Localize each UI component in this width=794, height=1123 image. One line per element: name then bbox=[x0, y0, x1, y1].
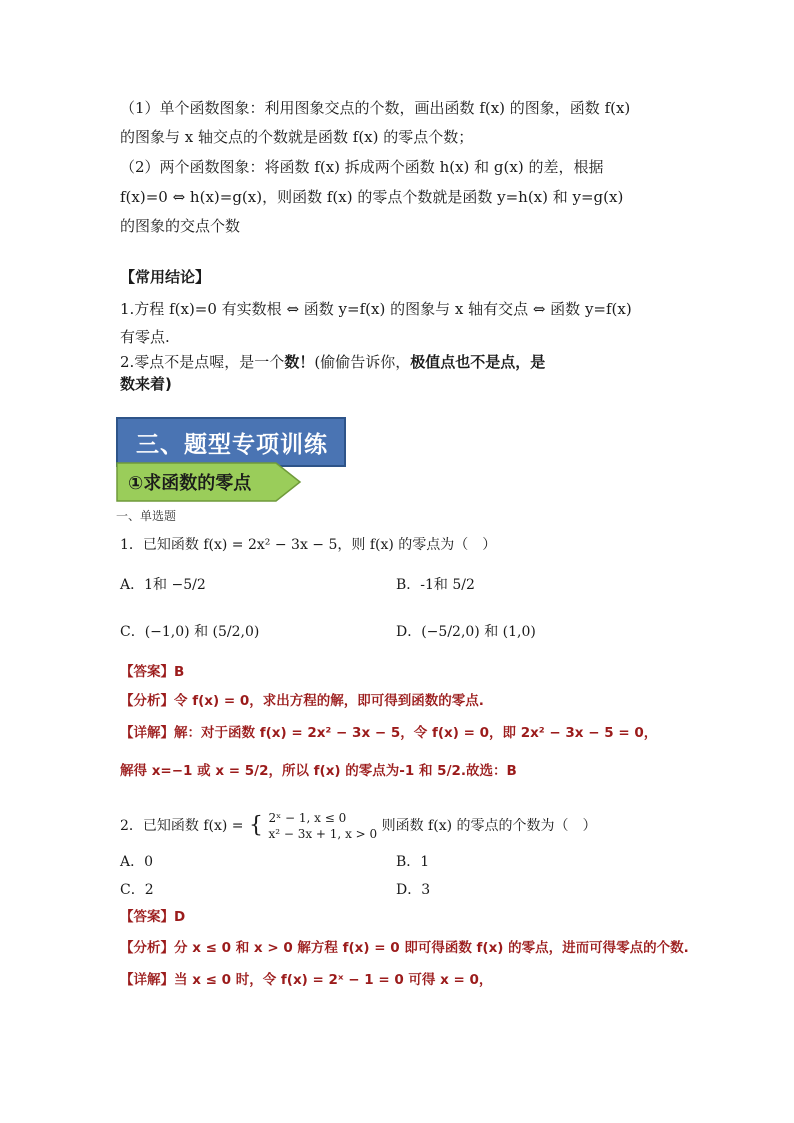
conclusion-line-1b: 有零点. bbox=[120, 328, 170, 346]
conclusion-2b: 数！ bbox=[284, 353, 315, 371]
q2-stem-a: 2．已知函数 f(x) = bbox=[120, 818, 244, 834]
conclusion-2d: 极值点也不是点，是 bbox=[410, 353, 546, 371]
q2-option-b: B．1 bbox=[396, 854, 430, 870]
intro-line-1: （1）单个函数图象：利用图象交点的个数，画出函数 f(x) 的图象，函数 f(x) bbox=[120, 99, 631, 117]
q2-detail: 【详解】当 x ≤ 0 时，令 f(x) = 2ˣ − 1 = 0 可得 x = 0， bbox=[120, 972, 493, 988]
q2-cases bbox=[268, 810, 377, 842]
conclusion-line-2e: 数来着) bbox=[120, 375, 172, 393]
q1-option-c: C．(−1,0) 和 (5/2,0) bbox=[120, 624, 260, 640]
q1-detail: 【详解】解：对于函数 f(x) = 2x² − 3x − 5，令 f(x) = 0，即 2x² − 3x − 5 = 0， bbox=[120, 725, 658, 741]
conclusion-line-1: 1.方程 f(x)=0 有实数根 ⇔ 函数 y=f(x) 的图象与 x 轴有交点 ⇔ 函数 y=f(x) bbox=[120, 300, 632, 318]
section-title: 三、题型专项训练 bbox=[136, 432, 328, 458]
intro-line-3: （2）两个函数图象：将函数 f(x) 拆成两个函数 h(x) 和 g(x) 的差，根据 bbox=[120, 158, 604, 176]
q1-answer: 【答案】B bbox=[120, 664, 185, 680]
q2-option-d: D．3 bbox=[396, 882, 431, 898]
conclusion-line-2 bbox=[120, 351, 545, 373]
q1-detail-2: 解得 x=−1 或 x = 5/2，所以 f(x) 的零点为-1 和 5/2.故选：B bbox=[120, 763, 517, 779]
intro-line-5: 的图象的交点个数 bbox=[120, 217, 241, 235]
conclusion-2a: 2.零点不是点喔，是一个 bbox=[120, 353, 285, 371]
q2-case-1: 2ˣ − 1, x ≤ 0 bbox=[268, 811, 347, 825]
conclusion-heading: 【常用结论】 bbox=[120, 268, 211, 286]
q2-stem-b: 则函数 f(x) 的零点的个数为（ ） bbox=[381, 818, 597, 834]
intro-line-4: f(x)=0 ⇔ h(x)=g(x)，则函数 f(x) 的零点个数就是函数 y=h(x) 和 y=g(x) bbox=[120, 188, 624, 206]
q2-option-c: C．2 bbox=[120, 882, 154, 898]
q1-option-a: A．1和 −5/2 bbox=[120, 577, 206, 593]
q2-analysis: 【分析】分 x ≤ 0 和 x > 0 解方程 f(x) = 0 即可得函数 f(x) 的零点，进而可得零点的个数. bbox=[120, 940, 689, 956]
subtopic-title: ①求函数的零点 bbox=[128, 473, 252, 494]
q1-option-b: B．-1和 5/2 bbox=[396, 577, 475, 593]
q2-option-a: A．0 bbox=[120, 854, 154, 870]
intro-line-2: 的图象与 x 轴交点的个数就是函数 f(x) 的零点个数； bbox=[120, 128, 474, 146]
q2-answer: 【答案】D bbox=[120, 909, 186, 925]
q2-stem bbox=[120, 810, 597, 842]
q1-analysis: 【分析】令 f(x) = 0，求出方程的解，即可得到函数的零点. bbox=[120, 693, 484, 709]
partial-heading: 一、单选题 bbox=[116, 509, 177, 523]
q2-case-2: x² − 3x + 1, x > 0 bbox=[268, 827, 378, 841]
q1-stem: 1．已知函数 f(x) = 2x² − 3x − 5，则 f(x) 的零点为（ ） bbox=[120, 537, 497, 553]
section-banner bbox=[116, 417, 346, 467]
subtopic-arrow-label bbox=[116, 462, 302, 502]
brace-icon: { bbox=[249, 813, 263, 838]
conclusion-2c: (偷偷告诉你， bbox=[314, 353, 411, 371]
q1-option-d: D．(−5/2,0) 和 (1,0) bbox=[396, 624, 536, 640]
